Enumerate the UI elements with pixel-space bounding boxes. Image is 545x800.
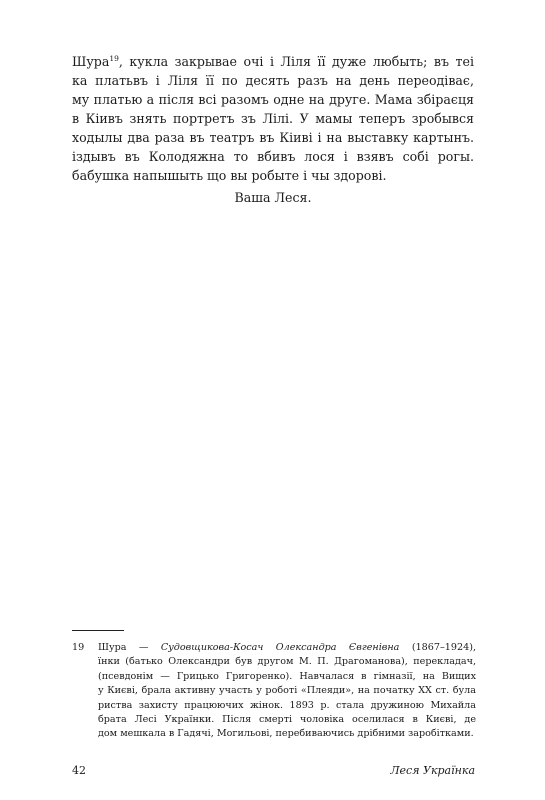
footnote-line: у Києві, брала активну участь у роботі «Плеяди», на початку XX ст. була	[98, 685, 476, 697]
footnote-line: 19 Шура — Судовщикова-Косач Олександра Євгенівна (1867–1924),	[72, 641, 476, 655]
letter-line: в Кіивъ знять портретъ зъ Лілі. У мамы теперъ зробывся	[72, 111, 474, 126]
page-number: 42	[72, 764, 86, 777]
footnote-line: (псевдонім — Грицько Григоренко). Навчалася в гімназії, на Вищих	[98, 670, 476, 682]
running-head: Леся Українка	[390, 764, 475, 777]
footnote-line: риства захисту працюючих жінок. 1893 р. стала дружиною Михайла	[98, 699, 476, 711]
letter-line: ходылы два раза въ театръ въ Кіиві і на выставку картынъ.	[72, 130, 474, 145]
footnote-line: дом мешкала в Гадячі, Могильові, перебиваючись дрібними заробітками.	[98, 728, 474, 740]
letter-text	[72, 52, 474, 185]
letter-line: Шура$^{19}$, кукла закрывае очі і Ліля її дуже любыть; въ теі	[72, 54, 474, 69]
letter-line: му платью а після всі разомъ одне на друге. Мама збіраєця	[72, 92, 474, 107]
footnote-line: брата Лесі Українки. Після смерті чоловіка оселилася в Києві, де	[98, 713, 476, 725]
footnote-ref: 19	[109, 54, 119, 63]
footnote-number: 19	[72, 642, 85, 653]
letter-line: іздывъ въ Колодяжна то вбивъ лося і взявъ собі рогы.	[72, 149, 474, 164]
footnote-divider	[72, 630, 124, 631]
footnote-line: їнки (батько Олександри був другом М. П. Драгоманова), перекладач,	[98, 656, 476, 668]
letter-line: ка платьвъ і Ліля її по десять разъ на день переодіває,	[72, 73, 474, 88]
letter-line: бабушка напышыть що вы робыте і чы здорові.	[72, 168, 387, 183]
footnote	[72, 641, 476, 742]
letter-signature: Ваша Леся.	[234, 190, 312, 205]
